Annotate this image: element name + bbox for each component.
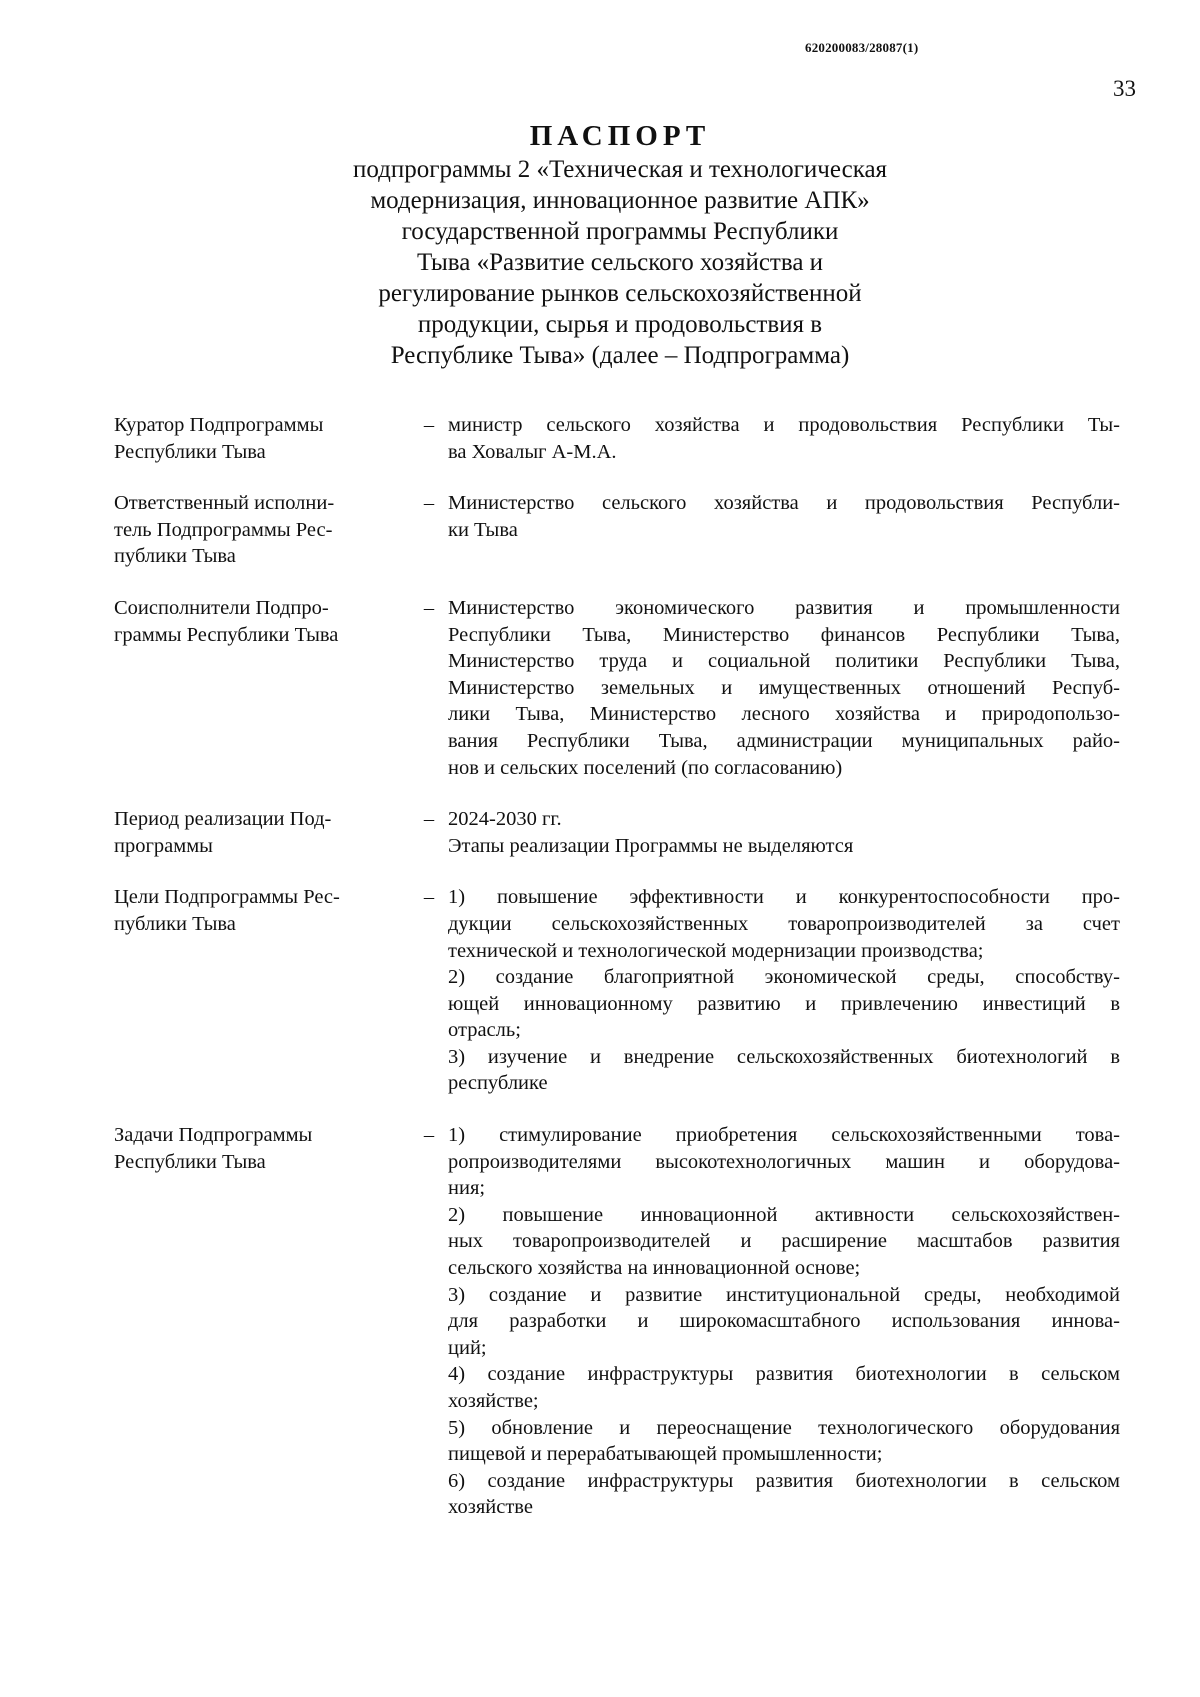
row-value-line: 2) повышение инновационной активности сельскохозяйствен- [448, 1203, 1120, 1226]
subtitle-line: Тыва «Развитие сельского хозяйства и [416, 249, 824, 276]
subtitle-line: модернизация, инновационное развитие АПК» [370, 187, 870, 214]
row-value-line: Министерство сельского хозяйства и продовольствия Республи- [448, 492, 1120, 515]
row-label-line: программы [114, 834, 213, 857]
row-value-line: Министерство земельных и имущественных отношений Респуб- [448, 676, 1120, 699]
row-dash: – [423, 492, 435, 515]
row-value-line: сельского хозяйства на инновационной основе; [448, 1257, 861, 1280]
row-value [448, 490, 1120, 570]
row-value-line: нов и сельских поселений (по согласованию) [448, 756, 843, 779]
document-code: 620200083/28087(1) [805, 40, 919, 55]
row-label-line: Соисполнители Подпро- [114, 596, 329, 619]
row-value-line: 2) создание благоприятной экономической среды, способству- [448, 966, 1120, 989]
row-value-line: 4) создание инфраструктуры развития биотехнологии в сельском [448, 1363, 1120, 1386]
row-label-line: Республики Тыва [114, 1150, 266, 1173]
subtitle-line: государственной программы Республики [401, 218, 839, 245]
row-label [114, 412, 404, 465]
row-dash: – [423, 596, 435, 619]
subtitle-line: Республике Тыва» (далее – Подпрограмма) [390, 342, 850, 369]
row-value [448, 806, 1120, 859]
row-value-line: дукции сельскохозяйственных товаропроизводителей за счет [448, 912, 1120, 935]
row-value [448, 412, 1120, 465]
row-label [114, 884, 404, 1097]
passport-row [114, 884, 1134, 1097]
row-value-line: Этапы реализации Программы не выделяются [448, 834, 854, 857]
row-value-line: пищевой и перерабатывающей промышленности; [448, 1443, 883, 1466]
row-label [114, 490, 404, 570]
row-value-line: 1) повышение эффективности и конкурентоспособности про- [448, 886, 1120, 909]
row-value-line: технической и технологической модернизации производства; [448, 939, 984, 962]
passport-row [114, 806, 1134, 859]
passport-row [114, 412, 1134, 465]
row-value-line: 6) создание инфраструктуры развития биотехнологии в сельском [448, 1469, 1120, 1492]
passport-row [114, 490, 1134, 570]
passport-table [114, 412, 1134, 1546]
row-label-line: Республики Тыва [114, 440, 266, 463]
row-value-line: Республики Тыва, Министерство финансов Республики Тыва, [448, 623, 1120, 646]
row-value-line: хозяйстве; [448, 1390, 539, 1412]
page-title: ПАСПОРТ [529, 120, 711, 152]
row-value-line: ропроизводителями высокотехнологичных машин и оборудова- [448, 1150, 1120, 1173]
row-label-line: Ответственный исполни- [114, 492, 335, 515]
subtitle-line: подпрограммы 2 «Техническая и технологическая [352, 156, 888, 183]
row-dash: – [423, 808, 435, 831]
row-value-line: ющей инновационному развитию и привлечению инвестиций в [448, 992, 1120, 1015]
row-value-line: ва Ховалыг А-М.А. [448, 440, 617, 463]
row-dash: – [423, 886, 435, 909]
row-label-line: граммы Республики Тыва [114, 623, 339, 646]
row-value-line: отрасль; [448, 1019, 521, 1042]
page-subtitle [300, 154, 940, 371]
row-value-line: ния; [448, 1177, 486, 1200]
row-dash: – [423, 414, 435, 436]
row-dash: – [423, 1124, 435, 1147]
row-label [114, 1122, 404, 1521]
subtitle-line: продукции, сырья и продовольствия в [417, 311, 823, 338]
row-label [114, 806, 404, 859]
row-label-line: Период реализации Под- [114, 808, 332, 831]
row-label-line: Куратор Подпрограммы [114, 414, 324, 436]
row-value-line: 5) обновление и переоснащение технологического оборудования [448, 1416, 1120, 1439]
row-value-line: министр сельского хозяйства и продовольствия Республики Ты- [448, 414, 1120, 436]
row-value-line: 3) создание и развитие институциональной среды, необходимой [448, 1283, 1120, 1306]
row-label-line: Цели Подпрограммы Рес- [114, 886, 340, 909]
row-value-line: ций; [448, 1336, 487, 1359]
row-value-line: хозяйстве [448, 1496, 533, 1519]
row-value-line: 2024-2030 гг. [448, 808, 562, 831]
row-label-line: публики Тыва [114, 545, 236, 568]
row-value-line: вания Республики Тыва, администрации муниципальных райо- [448, 729, 1120, 752]
row-value-line: ных товаропроизводителей и расширение масштабов развития [448, 1230, 1120, 1253]
row-value-line: ки Тыва [448, 518, 518, 541]
page-number: 33 [1113, 76, 1136, 101]
row-value-line: республике [448, 1072, 548, 1095]
row-value-line: для разработки и широкомасштабного использования иннова- [448, 1310, 1120, 1333]
row-value-line: 3) изучение и внедрение сельскохозяйственных биотехнологий в [448, 1045, 1120, 1068]
row-value-line: 1) стимулирование приобретения сельскохозяйственными това- [448, 1124, 1120, 1147]
row-value [448, 595, 1120, 781]
subtitle-line: регулирование рынков сельскохозяйственной [378, 280, 862, 307]
row-value [448, 884, 1120, 1097]
row-label-line: Задачи Подпрограммы [114, 1124, 313, 1147]
row-value-line: Министерство экономического развития и промышленности [448, 596, 1120, 619]
row-label-line: тель Подпрограммы Рес- [114, 518, 333, 541]
row-value-line: лики Тыва, Министерство лесного хозяйства и природопользо- [448, 703, 1120, 726]
row-label [114, 595, 404, 781]
row-label-line: публики Тыва [114, 912, 236, 935]
passport-row [114, 595, 1134, 781]
row-value [448, 1122, 1120, 1521]
passport-row [114, 1122, 1134, 1521]
row-value-line: Министерство труда и социальной политики Республики Тыва, [448, 650, 1120, 673]
